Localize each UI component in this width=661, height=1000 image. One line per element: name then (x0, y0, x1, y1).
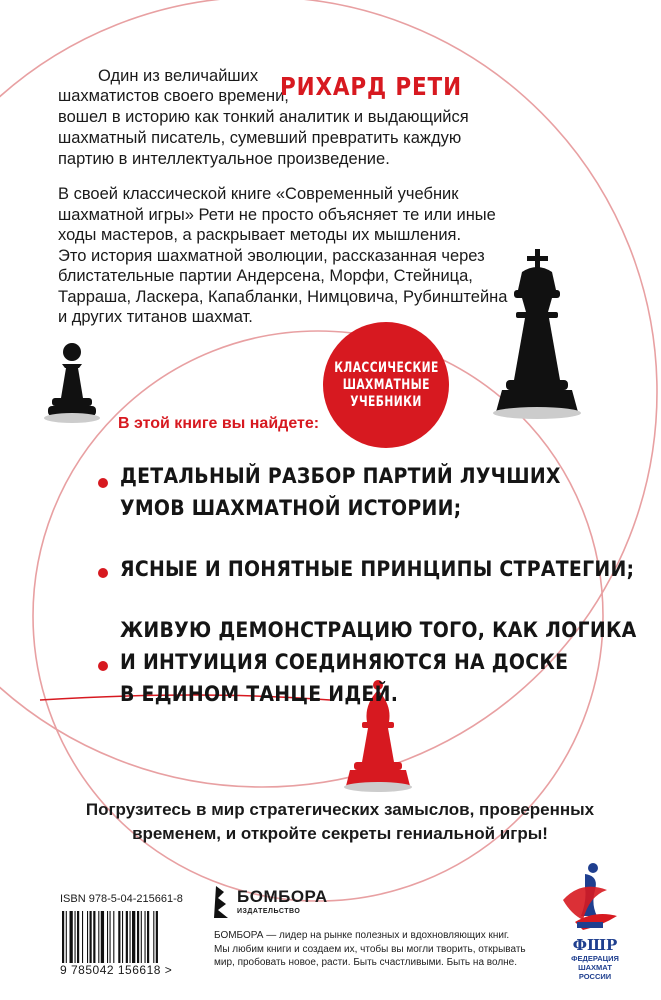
isbn-label: ISBN 978-5-04-215661-8 (60, 893, 183, 905)
badge-line: ШАХМАТНЫЕ (342, 376, 430, 393)
intro-line-2: шахматистов своего времени, (58, 87, 289, 105)
intro-line-1: Один из величайших (98, 67, 259, 85)
barcode-bar (93, 911, 95, 963)
barcode-bar (62, 911, 64, 963)
barcode-bar (147, 911, 149, 963)
barcode-bar (82, 911, 83, 963)
barcode-bar (75, 911, 76, 963)
description-paragraph (58, 184, 618, 328)
barcode-bar (98, 911, 99, 963)
bullet-3-line-3: В ЕДИНОМ ТАНЦЕ ИДЕЙ. (120, 682, 399, 706)
barcode-bar (90, 911, 92, 963)
pawn-icon (44, 343, 100, 423)
description-line: Это история шахматной эволюции, рассказанная через (58, 246, 485, 265)
closing-text (60, 798, 620, 846)
publisher-line: БОМБОРА — лидер на рынке полезных и вдохновляющих книг. (214, 930, 510, 941)
fshr-logo-icon (555, 860, 625, 936)
intro-line-3: вошел в историю как тонкий аналитик и выдающийся (58, 108, 469, 126)
barcode-bar (87, 911, 88, 963)
bullet-1-line-1: ДЕТАЛЬНЫЙ РАЗБОР ПАРТИЙ ЛУЧШИХ (120, 464, 561, 488)
federation-line: РОССИИ (578, 972, 612, 981)
bullet-2-line-1: ЯСНЫЕ И ПОНЯТНЫЕ ПРИНЦИПЫ СТРАТЕГИИ; (120, 557, 635, 581)
barcode-bar (118, 911, 120, 963)
bullet-marker (98, 568, 108, 578)
barcode-bar (70, 911, 73, 963)
description-line: Тарраша, Ласкера, Капабланки, Нимцовича, Рубинштейна (58, 287, 508, 306)
series-badge (323, 322, 449, 448)
federation-block (560, 936, 630, 981)
barcode-bar (122, 911, 123, 963)
barcode-bar (107, 911, 108, 963)
barcode-bar (113, 911, 114, 963)
barcode-bar (110, 911, 111, 963)
barcode-number: 9 785042 156618 > (60, 963, 173, 977)
barcode-bar (145, 911, 146, 963)
barcode-bar (141, 911, 142, 963)
federation-line: ШАХМАТ (578, 963, 612, 972)
description-line: шахматной игры» Рети не просто объясняет те или иные (58, 205, 496, 224)
federation-line: ФЕДЕРАЦИЯ (571, 954, 619, 963)
publisher-line: Мы любим книги и создаем их, чтобы вы могли творить, открывать (214, 943, 526, 955)
bullet-1-line-2: УМОВ ШАХМАТНОЙ ИСТОРИИ; (120, 496, 462, 520)
publisher-name: БОМБОРА (237, 887, 328, 906)
bullet-3-line-2: И ИНТУИЦИЯ СОЕДИНЯЮТСЯ НА ДОСКЕ (120, 650, 569, 674)
barcode-bar (126, 911, 128, 963)
author-name: РИХАРД РЕТИ (280, 72, 462, 101)
barcode-bar (137, 911, 139, 963)
description-line: блистательные партии Андерсена, Морфи, Стейница, (58, 267, 473, 285)
barcode-bar (77, 911, 79, 963)
publisher-line: мир, пробовать новое, расти. Быть счастливыми. Быть на волне. (214, 957, 518, 968)
badge-line: УЧЕБНИКИ (350, 393, 422, 410)
barcode-bar (132, 911, 135, 963)
barcode-bar (130, 911, 131, 963)
federation-abbr: ФШР (572, 936, 618, 954)
barcode-bar (101, 911, 104, 963)
intro-line-4: шахматный писатель, сумевший превратить каждую (58, 129, 462, 147)
bullet-marker (98, 661, 108, 671)
badge-line: КЛАССИЧЕСКИЕ (333, 359, 439, 376)
bullet-3-line-1: ЖИВУЮ ДЕМОНСТРАЦИЮ ТОГО, КАК ЛОГИКА (120, 618, 637, 642)
bombora-logo-icon (212, 884, 234, 922)
closing-line: временем, и откройте секреты гениальной игры! (132, 824, 548, 843)
publisher-description (214, 929, 544, 970)
description-line: ходы мастеров, а раскрывает методы их мышления. (58, 226, 462, 244)
barcode-bar (66, 911, 67, 963)
bullet-marker (98, 478, 108, 488)
closing-line: Погрузитесь в мир стратегических замыслов, проверенных (85, 800, 595, 819)
publisher-subtitle: ИЗДАТЕЛЬСТВО (237, 908, 301, 915)
description-line: В своей классической книге «Современный учебник (58, 185, 459, 203)
description-line: и других титанов шахмат. (58, 308, 253, 326)
find-heading: В этой книге вы найдете: (118, 415, 320, 432)
barcode-bar (156, 911, 158, 963)
intro-line-5: партию в интеллектуальное произведение. (58, 150, 390, 168)
barcode-bar (153, 911, 154, 963)
